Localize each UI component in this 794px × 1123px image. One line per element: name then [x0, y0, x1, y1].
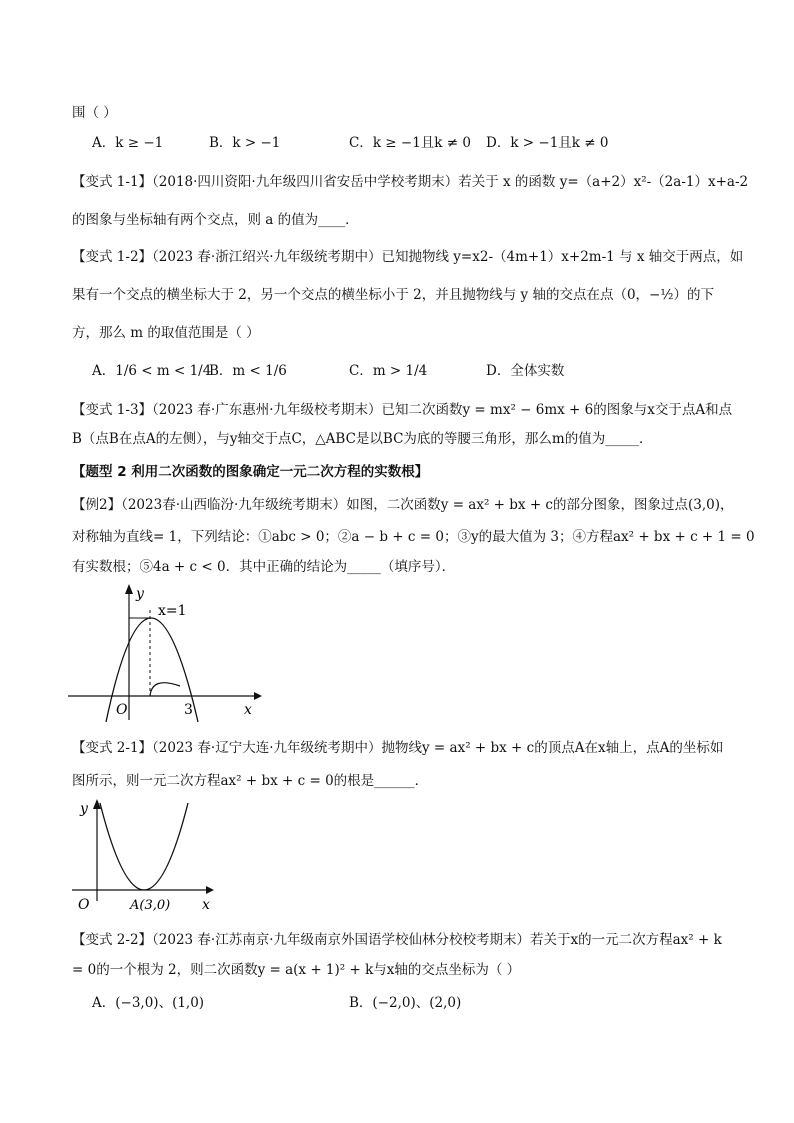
variant-1-1-line1: 【变式 1-1】（2018·四川资阳·九年级四川省安岳中学校考期末）若关于 x 的函数 y=（a+2）x²-（2a-1）x+a-2 — [72, 174, 749, 190]
variant-1-3-line2: B（点B在点A的左侧），与y轴交于点C，△ABC是以BC为底的等腰三角形，那么m的值为_____． — [72, 431, 653, 447]
v12-option-c: C．m > 1/4 — [349, 363, 428, 379]
point-a-label: A(3,0) — [130, 898, 171, 913]
v12-option-d: D．全体实数 — [486, 363, 565, 379]
x-axis-label: x — [202, 897, 210, 913]
variant-1-1-line2: 的图象与坐标轴有两个交点，则 a 的值为____． — [72, 212, 359, 228]
v22-option-a: A．(−3,0)、(1,0) — [92, 995, 205, 1011]
v22-option-b: B．(−2,0)、(2,0) — [349, 995, 462, 1011]
example-2-line2: 对称轴为直线= 1，下列结论：①abc > 0；②a − b + c = 0；③y的最大值为 3；④方程ax² + bx + c + 1 = 0 — [72, 529, 755, 545]
type-2-heading: 【题型 2 利用二次函数的图象确定一元二次方程的实数根】 — [72, 464, 429, 480]
variant-2-1-graph — [70, 793, 220, 913]
variant-2-2-line1: 【变式 2-2】（2023 春·江苏南京·九年级南京外国语学校仙林分校校考期末）若关于x的一元二次方程ax² + k — [72, 932, 722, 948]
origin-label: O — [116, 702, 128, 718]
option-b: B．k > −1 — [209, 135, 281, 151]
variant-2-1-line1: 【变式 2-1】（2023 春·辽宁大连·九年级统考期中）抛物线y = ax² + bx + c的顶点A在x轴上，点A的坐标如 — [72, 740, 724, 756]
origin-label: O — [78, 897, 90, 913]
option-c: C．k ≥ −1且k ≠ 0 — [349, 135, 471, 151]
v12-option-b: B．m < 1/6 — [209, 363, 287, 379]
x-axis-label: x — [244, 702, 252, 718]
tick-3-label: 3 — [184, 702, 193, 718]
variant-1-3-line1: 【变式 1-3】（2023 春·广东惠州·九年级校考期末）已知二次函数y = mx² − 6mx + 6的图象与x交于点A和点 — [72, 402, 733, 418]
variant-1-2-line1: 【变式 1-2】（2023 春·浙江绍兴·九年级统考期中）已知抛物线 y=x2-（4m+1）x+2m-1 与 x 轴交于两点，如 — [72, 249, 744, 265]
example-2-line1: 【例2】（2023春·山西临汾·九年级统考期末）如图，二次函数y = ax² + bx + c的部分图象，图象过点(3,0)， — [72, 497, 734, 513]
question-tail: 围（ ） — [72, 105, 117, 121]
variant-2-2-line2: = 0的一个根为 2，则二次函数y = a(x + 1)² + k与x轴的交点坐标为（ ） — [72, 962, 521, 978]
option-a: A．k ≥ −1 — [92, 135, 164, 151]
variant-2-1-line2: 图所示，则一元二次方程ax² + bx + c = 0的根是______． — [72, 773, 429, 789]
option-d: D．k > −1且k ≠ 0 — [486, 135, 609, 151]
example-2-graph — [66, 580, 266, 725]
example-2-line3: 有实数根；⑤4a + c < 0．其中正确的结论为_____（填序号）． — [72, 559, 456, 575]
variant-1-2-line2: 果有一个交点的横坐标大于 2，另一个交点的横坐标小于 2，并且抛物线与 y 轴的交点在点（0，−½）的下 — [72, 287, 714, 303]
variant-1-2-line3: 方，那么 m 的取值范围是（ ） — [72, 325, 260, 341]
y-axis-label: y — [136, 586, 144, 602]
y-axis-label: y — [80, 801, 88, 817]
symmetry-label: x=1 — [158, 603, 187, 619]
v12-option-a: A．1/6 < m < 1/4 — [92, 363, 212, 379]
